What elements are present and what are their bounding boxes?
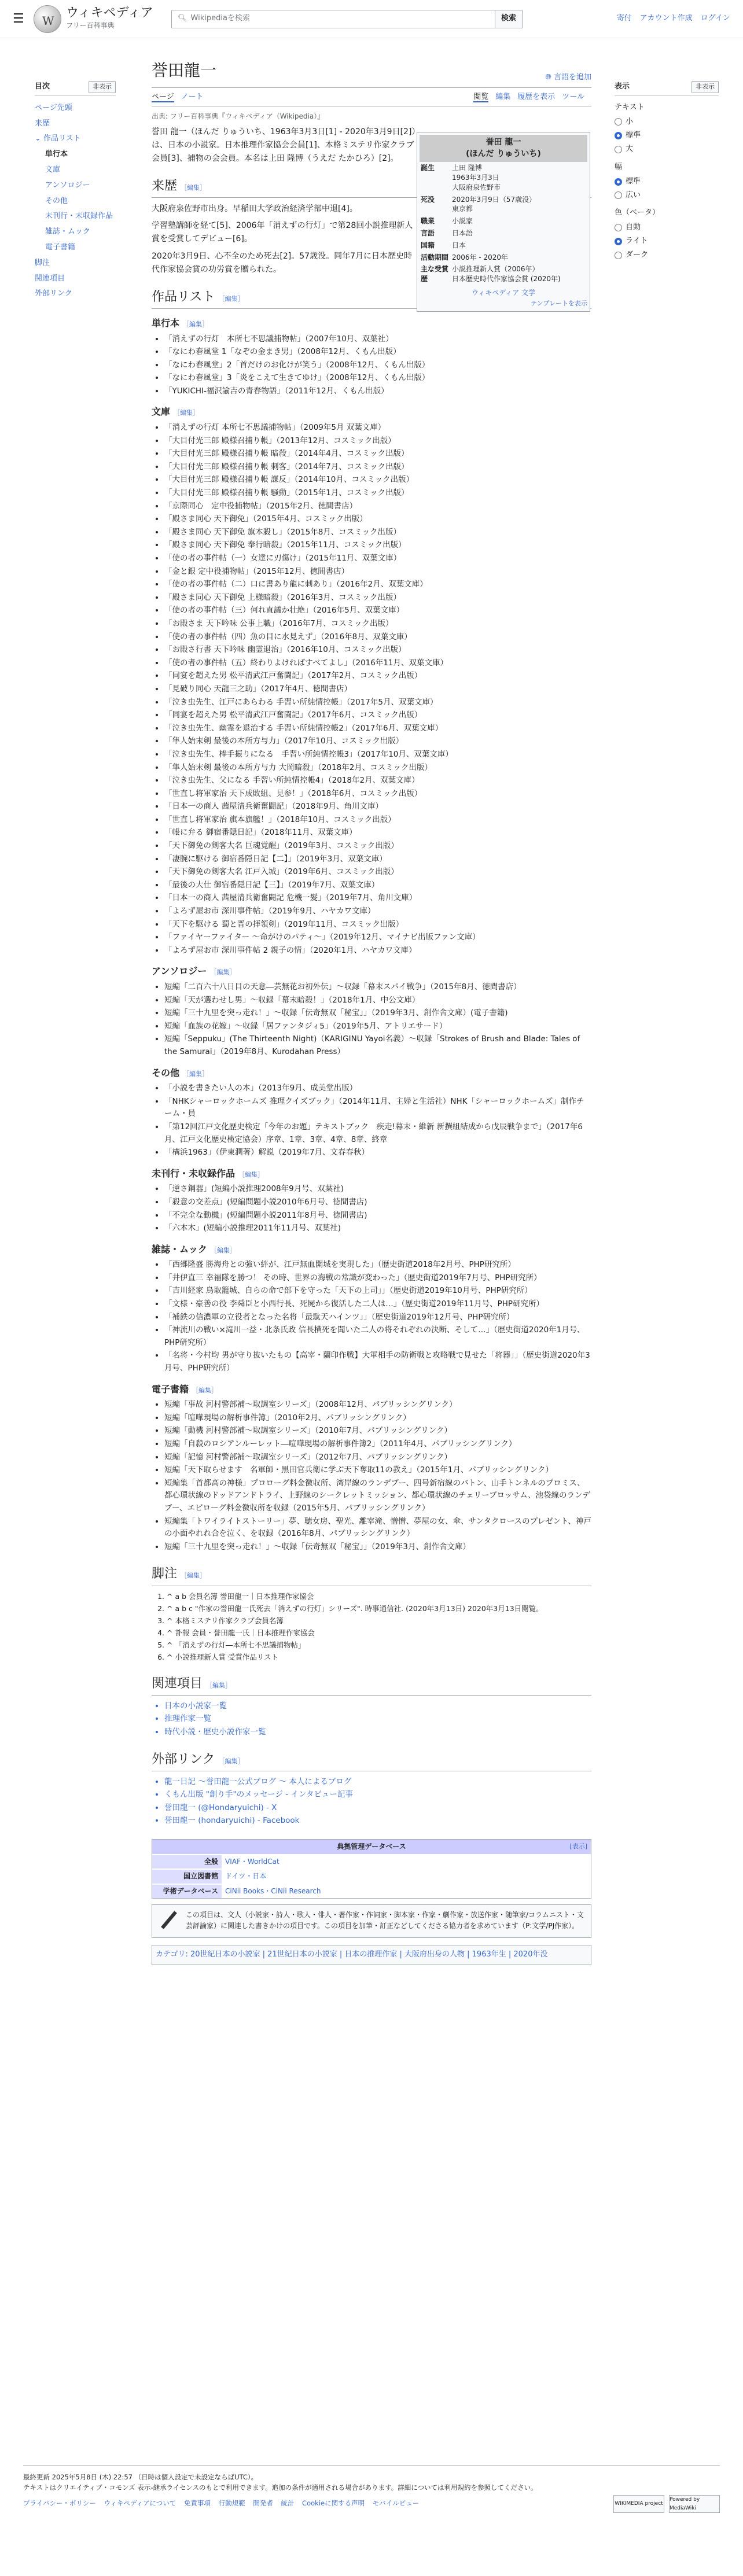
tab-history[interactable]: 履歴を表示	[517, 92, 556, 101]
text-size-label: テキスト	[615, 102, 645, 112]
infobox-row: 言語 日本語	[421, 229, 473, 237]
text-small-radio[interactable]: 小	[615, 116, 719, 128]
tab-talk[interactable]: ノート	[181, 92, 204, 101]
list-item: • 「天下御免の剣客大名 巨魂覚醒」（2019年3月、コスミック出版）	[164, 840, 591, 853]
navbox-national[interactable]: ドイツ・日本	[222, 1870, 591, 1883]
list-item: • 短編「事故 河村警部補〜取調室シリーズ」（2008年12月、パブリッシングリンク）	[164, 1399, 591, 1412]
site-tagline: フリー百科事典	[66, 21, 115, 30]
bunko-list	[164, 422, 591, 957]
list-item: • 「京際同心 定中役捕物帖」（2015年2月、徳間書店）	[164, 500, 591, 513]
list-item: • 短編「Seppuku」(The Thirteenth Night)（KARIGINU Yayoi名義）〜収録「Strokes of Brush and Blade: Tales of the Samurai」（2019年8月、Kurodahan Press）	[164, 1033, 591, 1058]
list-item: • 「日本一の商人 茜屋清兵衛奮闘記 危機一髪」（2019年7月、角川文庫）	[164, 892, 591, 905]
list-item: • 「殿さま同心 天下御免」（2015年4月、コスミック出版）	[164, 513, 591, 526]
toc-sub-other[interactable]: その他	[45, 196, 68, 205]
toc-item-related[interactable]: 関連項目	[35, 274, 65, 283]
width-label: 幅	[615, 162, 623, 171]
color-label: 色（ベータ）	[615, 208, 660, 218]
last-edited: 最終更新 2025年5月8日 (木) 22:57 （日時は個人設定で未設定ならばUTC）。	[23, 2473, 258, 2481]
list-item: • 「NHKシャーロックホームズ 推理クイズブック」（2014年11月、主婦と生活社）NHK「シャーロックホームズ」制作チーム・員	[164, 1096, 591, 1121]
list-item: • 「小説を書きたい人の本」（2013年9月、成美堂出版）	[164, 1082, 591, 1095]
edit-link[interactable]: ［編集］	[210, 968, 236, 976]
appearance-panel	[615, 81, 719, 263]
list-item: • 「泣き虫先生、父になる 手習い所純情控帳4」（2018年2月、双葉文庫）	[164, 775, 591, 787]
list-item: • 「隼人始末剣 最後の本所方与力 大岡暗殺」（2018年2月、コスミック出版）	[164, 762, 591, 775]
infobox-row: 活動期間 2006年 - 2020年	[421, 253, 509, 261]
section-works: 作品リスト ［編集］	[152, 287, 591, 309]
list-item: • 「使の者の事件帖（一）女達に刃傷け」（2015年11月、双葉文庫）	[164, 552, 591, 565]
list-item: 1. ^ a b 会員名簿 誉田龍一｜日本推理作家協会	[167, 1591, 591, 1602]
infobox-row: 国籍 日本	[421, 241, 466, 249]
list-item: • 「見破り同心 天龍三之助」（2017年4月、徳間書店）	[164, 683, 591, 696]
toc-item-notes[interactable]: 脚注	[35, 258, 50, 267]
list-item: • 短編「二百六十八日目の天意―芸無花お初外伝」〜収録「幕末スパイ戦争」（2015年8月、徳間書店）	[164, 981, 591, 994]
list-item: • 短編「血族の花嫁」〜収録「居ファンタジィ5」（2019年5月、アトリエサード）	[164, 1020, 591, 1033]
cookie-link[interactable]: Cookieに関する声明	[302, 2498, 365, 2507]
list-item: • 「天下御免の剣客大名 江戸入城」（2019年6月、コスミック出版）	[164, 866, 591, 879]
subsection-anthology: アンソロジー ［編集］	[152, 965, 236, 977]
list-item: • 「文様・豪善の役 李舜臣と小西行長、死屍から復活した二人は…」（歴史街道2019年11月号、PHP研究所）	[164, 1298, 591, 1311]
add-language-button[interactable]: 🌐︎ 言語を追加	[545, 73, 591, 82]
edit-link[interactable]: ［編集］	[238, 1170, 264, 1178]
subsection-ebook: 電子書籍 ［編集］	[152, 1383, 218, 1395]
ebook-list	[164, 1399, 591, 1553]
search-icon: 🔍︎	[178, 14, 187, 23]
list-item: • 「最後の大仕 御宿番隠日記【三】」（2019年7月、双葉文庫）	[164, 879, 591, 892]
page-title-bar	[152, 58, 591, 88]
list-item[interactable]: • 時代小説・歴史小説作家一覧	[164, 1726, 591, 1739]
tab-tools[interactable]: ツール	[562, 92, 584, 101]
section-related: 関連項目 ［編集］	[152, 1674, 591, 1696]
list-item: • 「不完全な動機」(短編問題小説2011年8月号、徳間書店)	[164, 1210, 591, 1222]
navbox-toggle[interactable]: [表示]	[569, 1842, 587, 1851]
color-light-radio[interactable]: ライト	[615, 235, 719, 248]
list-item: • 短編「天が選わせし男」〜収録「幕末暗殺！」（2018年1月、中公文庫）	[164, 994, 591, 1007]
list-item: • 「消えずの行灯 本所七不思議捕物帖」（2007年10月、双葉社）	[164, 333, 591, 346]
main-content	[152, 58, 591, 1965]
list-item: • 短編「三十九里を突っ走れ！」〜収録「伝奇無双「秘宝」」（2019年3月、創作舎文庫）(電子書籍)	[164, 1007, 591, 1020]
search-input[interactable]: 🔍︎ Wikipediaを検索	[171, 10, 495, 28]
page-footer	[23, 2466, 720, 2511]
subsection-tankobon: 単行本 ［編集］	[152, 317, 209, 329]
list-item: • 「殿さま同心 天下御免 奉行暗殺」（2015年11月、コスミック出版）	[164, 539, 591, 552]
list-item: • 短編「三十九里を突っ走れ！」〜収録「伝奇無双「秘宝」」（2019年3月、創作舎文庫）	[164, 1541, 591, 1554]
list-item: • 「凄腕に駆ける 御宿番隠日記【二】」（2019年3月、双葉文庫）	[164, 853, 591, 866]
list-item: • 「泣き虫先生、棒手振りになる 手習い所純情控帳3」（2017年10月、双葉文庫）	[164, 749, 591, 761]
toc-item-career[interactable]: 来歴	[35, 119, 50, 128]
infobox-row: 誕生 上田 隆博 1963年3月3日 大阪府泉佐野市	[421, 164, 501, 191]
donate-link[interactable]: 寄付	[616, 14, 632, 23]
template-link[interactable]: テンプレートを表示	[530, 300, 587, 308]
list-item: • 「第12回江戸文化歴史検定「今年のお題」テキストブック 疾走!幕末・維新 新撰組結成から戊辰戦争まで」（2017年6月、江戸文化歴史検定協会）序章、1章、3章、4章、8章、終章	[164, 1121, 591, 1146]
toc-item-top[interactable]: ページ先頭	[35, 103, 72, 112]
tab-read[interactable]: 閲覧	[473, 92, 489, 101]
width-wide-radio[interactable]: 広い	[615, 190, 719, 202]
list-item: 5. ^ 「消えずの行灯―本所七不思議捕物帖」	[167, 1639, 591, 1651]
wikimedia-badge[interactable]: WIKIMEDIA project	[613, 2495, 664, 2513]
table-of-contents	[35, 81, 116, 302]
edit-link[interactable]: ［編集］	[218, 1757, 244, 1765]
edit-link[interactable]: ［編集］	[218, 294, 244, 303]
edit-link[interactable]: ［編集］	[183, 1070, 209, 1078]
toc-hide-button[interactable]: 非表示	[89, 81, 116, 93]
lead-paragraph: 誉田 龍一（ほんだ りゅういち、1963年3月3日[1] - 2020年3月9日[2]）は、日本の小説家。日本推理作家協会会員[1]、本格ミステリ作家クラブ会員[3]、捕物の会会員。本名は上田 隆博（うえだ たかひろ）[2]。	[152, 127, 416, 163]
site-header	[0, 0, 743, 38]
page-title: 誉田龍一	[152, 61, 217, 80]
related-list	[164, 1700, 591, 1739]
list-item: • 「日本一の商人 茜屋清兵衛奮闘記」（2018年9月、角川文庫）	[164, 801, 591, 813]
other-list	[164, 1082, 591, 1159]
wikipedia-globe-icon	[34, 5, 61, 33]
infobox-row: 職業 小説家	[421, 217, 473, 226]
list-item: • 「泣き虫先生、江戸にあらわる 手習い所純情控帳」（2017年5月、双葉文庫）	[164, 696, 591, 709]
toc-sub-bunko[interactable]: 文庫	[45, 165, 61, 174]
list-item: • 「殿さま同心 天下御免 上様暗殺」（2016年3月、コスミック出版）	[164, 592, 591, 605]
toc-sub-magazine[interactable]: 雑誌・ムック	[45, 227, 90, 237]
toc-sub-ebook[interactable]: 電子書籍	[45, 242, 76, 252]
list-item: • 「世直し将軍家治 旗本旗艦！」（2018年10月、コスミック出版）	[164, 814, 591, 827]
list-item: • 「消えずの行灯 本所七不思議捕物帖」（2009年5月 双葉文庫）	[164, 422, 591, 434]
mediawiki-badge[interactable]: Powered by MediaWiki	[669, 2495, 720, 2513]
list-item: • 「同宴を超えた男 松平清武江戸奮闘記」（2017年6月、コスミック出版）	[164, 709, 591, 722]
list-item: • 「ファイヤーファイター 〜命がけのパティ〜」（2019年12月、マイナビ出版ファン文庫）	[164, 931, 591, 944]
menu-icon[interactable]: ☰	[13, 11, 24, 26]
edit-link[interactable]: ［編集］	[174, 409, 200, 417]
unpublished-list	[164, 1183, 591, 1234]
toc-item-external[interactable]: 外部リンク	[35, 289, 72, 298]
subsection-bunko: 文庫 ［編集］	[152, 406, 200, 418]
edit-link[interactable]: ［編集］	[181, 184, 207, 192]
tab-page[interactable]: ページ	[152, 92, 174, 101]
list-item: • 「吉川経家 鳥取籠城、自らの命で部下を守った「天下の上司」」（歴史街道2019年10月号、PHP研究所）	[164, 1285, 591, 1298]
list-item: • 「大目付光三郎 殿様召捕り帳 刺客」（2014年7月、コスミック出版）	[164, 461, 591, 474]
chevron-down-icon: ⌄	[35, 134, 44, 143]
developers-link[interactable]: 開発者	[253, 2498, 273, 2507]
list-item: • 「帳に弁る 御宿番隠日記」（2018年11月、双葉文庫）	[164, 827, 591, 839]
list-item: • 「お殿さま 天下吟味 公事上職」（2016年7月、コスミック出版）	[164, 618, 591, 631]
list-item: 4. ^ 訃報 会員・誉田龍一氏｜日本推理作家協会	[167, 1627, 591, 1639]
create-account-link[interactable]: アカウント作成	[639, 14, 693, 23]
commons-link[interactable]: ウィキペディア 文学	[471, 288, 536, 297]
subsection-other: その他 ［編集］	[152, 1067, 209, 1078]
list-item: • 「神流川の戦い×滝川一益・北条氏政 信長横死を聞いた二人の将それぞれの決断、そして…」（歴史街道2020年1月号、PHP研究所）	[164, 1324, 591, 1349]
list-item: • 「YUKICHI-福沢諭吉の青春物語」（2011年12月、くもん出版）	[164, 385, 591, 398]
list-item: • 「金と銀 定中役捕物帖」（2015年12月、徳間書店）	[164, 566, 591, 578]
page-tabs	[152, 88, 591, 106]
list-item: • 「使の者の事件帖（四）魚の目に水見えず」（2016年8月、双葉文庫）	[164, 631, 591, 644]
toc-sub-tankobon[interactable]: 単行本	[45, 150, 68, 159]
navbox-general[interactable]: VIAF・WorldCat	[222, 1855, 591, 1869]
list-item[interactable]: • 龍一日記 〜誉田龍一公式ブログ 〜 本人によるブログ	[164, 1776, 591, 1789]
list-item: • 「大目付光三郎 殿様召捕り帳 暗殺」（2014年4月、コスミック出版）	[164, 448, 591, 460]
source-line: 出典: フリー百科事典『ウィキペディア（Wikipedia）』	[152, 112, 325, 120]
notes-list	[167, 1591, 591, 1663]
user-nav	[617, 13, 730, 25]
search-button[interactable]: 検索	[495, 10, 523, 28]
pen-icon	[157, 1910, 180, 1933]
list-item: 2. ^ a b c "作家の誉田龍一氏死去「消えずの行灯」シリーズ". 時事通信社. (2020年3月13日) 2020年3月13日閲覧。	[167, 1603, 591, 1615]
infobox	[417, 132, 590, 312]
license-text: テキストはクリエイティブ・コモンズ 表示-継承ライセンスのもとで利用できます。追加の条件が適用される場合があります。詳細については利用規約を参照してください。	[23, 2483, 538, 2492]
list-item: • 「殺意の交差点」(短編問題小説2010年6月号、徳間書店)	[164, 1196, 591, 1209]
edit-link[interactable]: ［編集］	[192, 1386, 218, 1394]
color-auto-radio[interactable]: 自動	[615, 222, 719, 234]
list-item: • 「逆さ鋼器」(短編小説推理2008年9月号、双葉社)	[164, 1183, 591, 1196]
list-item[interactable]: • 日本の小説家一覧	[164, 1700, 591, 1713]
stats-link[interactable]: 統計	[281, 2498, 295, 2507]
login-link[interactable]: ログイン	[700, 14, 730, 23]
privacy-link[interactable]: プライバシー・ポリシー	[23, 2498, 96, 2507]
site-title: ウィキペディア	[66, 5, 153, 20]
career-text: 大阪府泉佐野市出身。早稲田大学政治経済学部中退[4]。 学習塾講師を経て[5]、2006年「消えずの行灯」で第28回小説推理新人賞を受賞してデビュー[6]。 2020年3月9日、心不全のため死去[2]。57歳没。同年7月に日本歴史時代作家協会賞の功労賞を贈られた。	[152, 204, 413, 274]
section-notes: 脚注 ［編集］	[152, 1564, 591, 1586]
code-of-conduct-link[interactable]: 行動規範	[218, 2498, 245, 2507]
list-item: • 短編集「首都高の神様」プロローグ料金徴収所、湾岸線のランデブー、四号新宿線のバトン、山手トンネルのプロミス、都心環状線のドッドアンドトライ、上野線のシークレットミッション、都心環状線のチェリーブロッサム、池袋線のランデブー、エピローグ料金徴収所を収録（2015年5月、パブリッシングリンク）	[164, 1477, 591, 1515]
toc-item-works[interactable]: ⌄ 作品リスト	[35, 134, 81, 143]
list-item: • 「大目付光三郎 殿様召捕り帳 騒動」（2015年1月、コスミック出版）	[164, 487, 591, 500]
authority-control-navbox: 典拠管理データベース [表示] 全般 VIAF・WorldCat 国立図書館 ドイツ・日本 学術データベース CiNii Books・CiNii Research	[152, 1839, 591, 1899]
search-form	[171, 10, 523, 28]
list-item: • 「井伊直三 幸福隊を勝つ！ その時、世界の海戦の常識が変わった」（歴史街道2019年7月号、PHP研究所）	[164, 1272, 591, 1285]
about-link[interactable]: ウィキペディアについて	[104, 2498, 176, 2507]
list-item[interactable]: • くもん出版 "創り手"のメッセージ - インタビュー記事	[164, 1789, 591, 1801]
list-item: • 短編「自殺のロシアンルーレット―喧嘩現場の解析事件簿2」（2011年4月、パブリッシングリンク）	[164, 1438, 591, 1451]
list-item: • 「補鉄の信濃軍の立役者となった名将「最駄天ハインツ」」（歴史街道2019年12月号、PHP研究所）	[164, 1311, 591, 1324]
infobox-title: 誉田 龍一 (ほんだ りゅういち)	[420, 135, 587, 162]
list-item: • 「なにわ春風堂 1「なぞの金まき男」（2008年12月、くもん出版）	[164, 346, 591, 359]
list-item: • 短編集「トワイライトストーリー」夢、聴女房、聖光、離宰滝、憎憎、夢屋の女、傘、サンタクロースのプレゼント、神戸の小面やれれ合を泣く、を収録（2016年8月、パブリッシングリンク）	[164, 1516, 591, 1541]
edit-link[interactable]: ［編集］	[181, 1572, 207, 1580]
list-item: • 短編「喧嘩現場の解析事件簿」（2010年2月、パブリッシングリンク）	[164, 1412, 591, 1425]
stub-notice: この項目は、文人（小説家・詩人・歌人・俳人・著作家・作詞家・脚本家・作家・劇作家・放送作家・随筆家/コラムニスト・文芸評論家）に関連した書きかけの項目です。この項目を加筆・訂正などしてくださる協力者を求めています（P:文学/PJ作家）。	[152, 1904, 591, 1938]
list-item: • 「泣き虫先生、幽霊を退治する 手習い所純情控帳2」（2017年6月、双葉文庫）	[164, 723, 591, 735]
text-large-radio[interactable]: 大	[615, 143, 719, 156]
list-item: • 「使の者の事件帖（二）口に書あり龍に刺あり」（2016年2月、双葉文庫）	[164, 578, 591, 591]
list-item: 6. ^ 小説推理新人賞 受賞作品リスト	[167, 1652, 591, 1663]
list-item: • 「なにわ春風堂」2「首だけのお化けが笑う」（2008年12月、くもん出版）	[164, 359, 591, 372]
tankobon-list	[164, 333, 591, 398]
magazine-list	[164, 1259, 591, 1374]
section-external: 外部リンク ［編集］	[152, 1749, 591, 1771]
anthology-list	[164, 981, 591, 1059]
external-list	[164, 1776, 591, 1827]
list-item: • 短編「動機 河村警部補〜取調室シリーズ」（2010年7月、パブリッシングリンク）	[164, 1425, 591, 1438]
width-standard-radio[interactable]: 標準	[615, 176, 719, 188]
site-logo[interactable]	[34, 5, 167, 33]
list-item: • 「よろず屋お市 深川事件帖 2 親子の情」（2020年1月、ハヤカワ文庫）	[164, 945, 591, 957]
list-item: • 「使の者の事件帖（五）終わりよければすべてよし」（2016年11月、双葉文庫）	[164, 657, 591, 670]
list-item: 3. ^ 本格ミステリ作家クラブ会員名簿	[167, 1615, 591, 1627]
list-item: • 「お殿さ行書 天下吟味 幽霊退治」（2016年10月、コスミック出版）	[164, 644, 591, 657]
category-links[interactable]: カテゴリ: 20世紀日本の小説家 | 21世紀日本の小説家 | 日本の推理作家 | 大阪府出身の人物 | 1963年生 | 2020年没	[152, 1945, 591, 1965]
list-item: • 「構浜1963」（伊東潤著）解説（2019年7月、文春春秋）	[164, 1147, 591, 1159]
list-item: • 「世直し将軍家治 天下成敗組、見参！」（2018年6月、コスミック出版）	[164, 788, 591, 801]
text-standard-radio[interactable]: 標準	[615, 130, 719, 142]
list-item: • 「殿さま同心 天下御免 旗本殺し」（2015年8月、コスミック出版）	[164, 526, 591, 539]
toc-sub-anthology[interactable]: アンソロジー	[45, 180, 90, 190]
infobox-row: 死没 2020年3月9日（57歳没） 東京都	[421, 195, 536, 213]
appearance-title: 表示	[615, 82, 630, 91]
list-item[interactable]: • 誉田龍一 (@Hondaryuichi) - X	[164, 1802, 591, 1815]
list-item: • 「大目付光三郎 殿様召捕り帳」（2013年12月、コスミック出版）	[164, 435, 591, 448]
list-item: • 「大目付光三郎 殿様召捕り帳 謀反」（2014年10月、コスミック出版）	[164, 474, 591, 487]
list-item: • 「隼人始末剣 最後の本所方与力」（2017年10月、コスミック出版）	[164, 735, 591, 748]
edit-link[interactable]: ［編集］	[206, 1681, 232, 1689]
list-item: • 「六本木」(短編小説推理2011年11月号、双葉社)	[164, 1222, 591, 1235]
section-career: 来歴 ［編集］	[152, 176, 591, 198]
color-dark-radio[interactable]: ダーク	[615, 249, 719, 261]
list-item: • 「同宴を超えた男 松平清武江戸奮闘記」（2017年2月、コスミック出版）	[164, 670, 591, 683]
list-item[interactable]: • 誉田龍一 (hondaryuichi) - Facebook	[164, 1815, 591, 1827]
list-item: • 「なにわ春風堂」3「炎をこえて生きてゆけ」（2008年12月、くもん出版）	[164, 372, 591, 385]
list-item[interactable]: • 推理作家一覧	[164, 1713, 591, 1726]
list-item: • 「使の者の事件帖（三）何れ直議か壮絶」（2016年5月、双葉文庫）	[164, 605, 591, 617]
list-item: • 「よろず屋お市 深川事件帖」（2019年9月、ハヤカワ文庫）	[164, 905, 591, 918]
appearance-hide-button[interactable]: 非表示	[691, 81, 719, 93]
list-item: • 短編「記憶 河村警部補〜取調室シリーズ」（2012年7月、パブリッシングリンク）	[164, 1451, 591, 1464]
infobox-row: 主な受賞歴 小説推理新人賞（2006年） 日本歴史時代作家協会賞 (2020年)	[421, 265, 561, 283]
subsection-unpublished: 未刊行・未収録作品 ［編集］	[152, 1167, 264, 1179]
edit-link[interactable]: ［編集］	[210, 1246, 236, 1254]
subsection-magazine: 雑誌・ムック ［編集］	[152, 1243, 236, 1255]
list-item: • 「名将・今村均 男が守り抜いたもの【高宰・蘭印作戦】大軍相手の防衛戦と攻略戦で見せた「将器」」（歴史街道2020年3月号、PHP研究所）	[164, 1350, 591, 1374]
toc-title: 目次	[35, 82, 50, 91]
edit-link[interactable]: ［編集］	[183, 320, 209, 328]
tab-edit[interactable]: 編集	[495, 92, 511, 101]
mobile-view-link[interactable]: モバイルビュー	[372, 2498, 420, 2507]
list-item: • 短編「天下取らせます 名軍師・黒田官兵衛に学ぶ天下奪取11の教え」（2015年1月、パブリッシングリンク）	[164, 1464, 591, 1477]
disclaimer-link[interactable]: 免責事項	[183, 2498, 211, 2507]
toc-sub-unpublished[interactable]: 未刊行・未収録作品	[45, 212, 113, 221]
list-item: • 「天下を駆ける 蜀と晋の拝領剣」（2019年11月、コスミック出版）	[164, 919, 591, 931]
list-item: • 「西郷隆盛 勝海舟との強い絆が、江戸無血開城を実現した」（歴史街道2018年2月号、PHP研究所）	[164, 1259, 591, 1272]
navbox-academic[interactable]: CiNii Books・CiNii Research	[222, 1885, 591, 1898]
